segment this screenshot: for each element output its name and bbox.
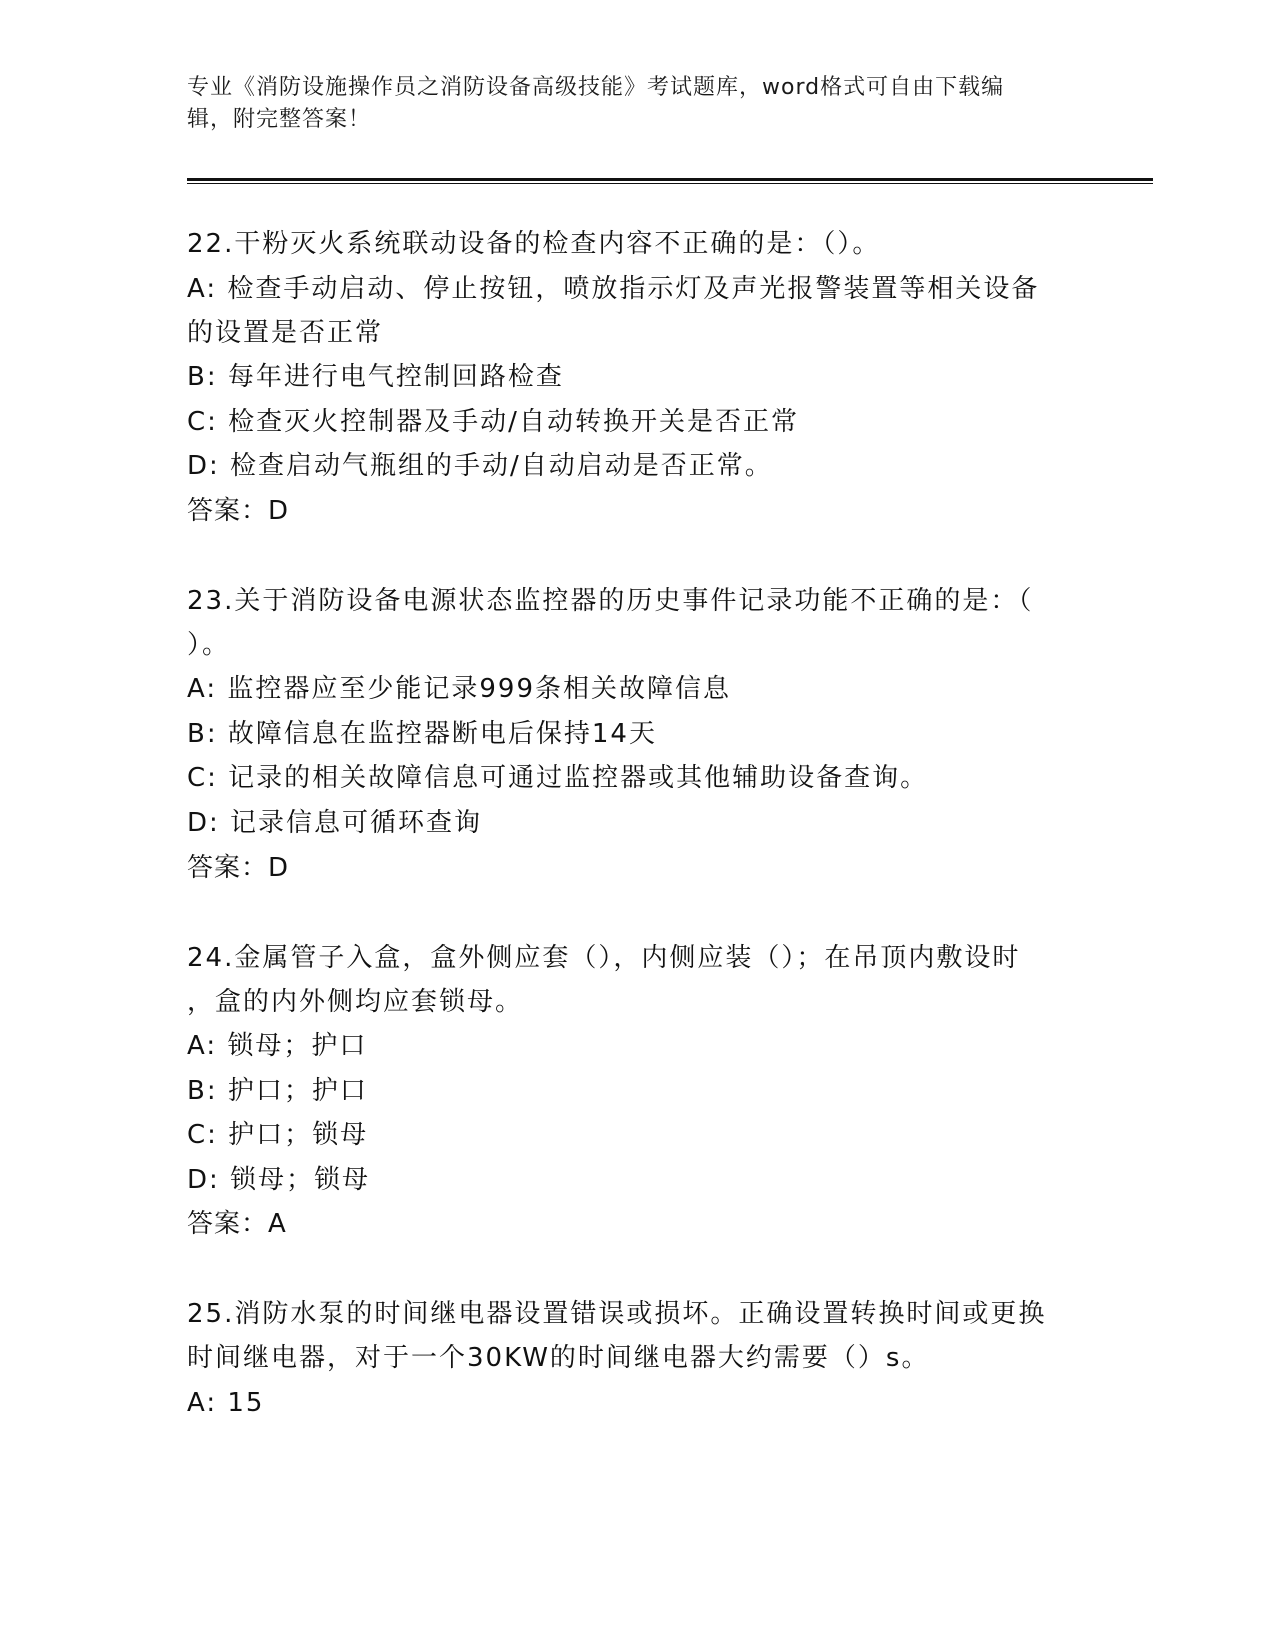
question-23-stem: 23.关于消防设备电源状态监控器的历史事件记录功能不正确的是：（ (187, 586, 1034, 616)
header-line-2: 辑，附完整答案！ (187, 107, 372, 132)
question-22-option-c: C: 检查灭火控制器及手动/自动转换开关是否正常 (187, 407, 799, 437)
question-22-stem: 22.干粉灭火系统联动设备的检查内容不正确的是：（）。 (187, 229, 881, 259)
question-23-stem-cont: ）。 (187, 630, 231, 660)
question-25-option-a: A: 15 (187, 1388, 265, 1418)
header-line-1: 专业《消防设施操作员之消防设备高级技能》考试题库，word格式可自由下载编 (187, 75, 1005, 100)
question-22-option-d: D: 检查启动气瓶组的手动/自动启动是否正常。 (187, 451, 773, 481)
question-22-option-a: A: 检查手动启动、停止按钮，喷放指示灯及声光报警装置等相关设备 (187, 274, 1040, 304)
question-23-answer: 答案：D (187, 853, 290, 883)
question-24-option-b: B: 护口；护口 (187, 1076, 368, 1106)
question-24-option-c: C: 护口；锁母 (187, 1120, 369, 1150)
question-22-option-b: B: 每年进行电气控制回路检查 (187, 362, 564, 392)
question-23-option-b: B: 故障信息在监控器断电后保持14天 (187, 719, 657, 749)
question-25-stem-cont: 时间继电器，对于一个30KW的时间继电器大约需要（）s。 (187, 1343, 930, 1373)
question-22-answer: 答案：D (187, 496, 290, 526)
question-24-option-d: D: 锁母；锁母 (187, 1165, 371, 1195)
question-24-answer: 答案：A (187, 1209, 287, 1239)
question-24-option-a: A: 锁母；护口 (187, 1031, 368, 1061)
question-22-option-a-cont: 的设置是否正常 (187, 318, 384, 348)
question-23-option-d: D: 记录信息可循环查询 (187, 808, 483, 838)
question-24-stem: 24.金属管子入盒，盒外侧应套（），内侧应装（）；在吊顶内敷设时 (187, 943, 1021, 973)
question-23-option-c: C: 记录的相关故障信息可通过监控器或其他辅助设备查询。 (187, 763, 929, 793)
question-23-option-a: A: 监控器应至少能记录999条相关故障信息 (187, 674, 731, 704)
document-header (187, 72, 1067, 136)
header-divider-thick (187, 178, 1153, 181)
question-24-stem-cont: ，盒的内外侧均应套锁母。 (187, 987, 524, 1017)
header-divider-thin (187, 183, 1153, 184)
question-25-stem: 25.消防水泵的时间继电器设置错误或损坏。正确设置转换时间或更换 (187, 1299, 1047, 1329)
